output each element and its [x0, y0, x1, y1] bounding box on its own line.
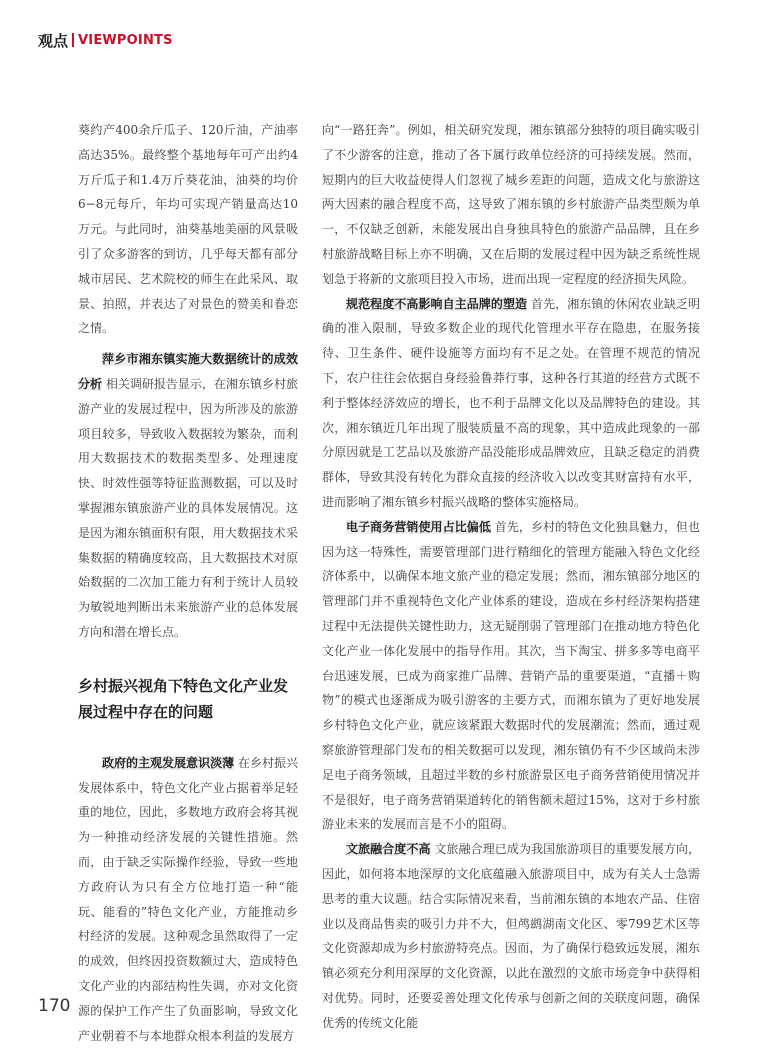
- page-number: 170: [38, 996, 71, 1016]
- left-column: [78, 118, 298, 1048]
- header-divider: [72, 33, 74, 47]
- paragraph-text: 在乡村振兴发展体系中，特色文化产业占据着举足轻重的地位，因此，多数地方政府会将其视为一种推动经济发展的关键性措施。然而，由于缺乏实际操作经验，导致一些地方政府认为只有全方位地打造一种“能玩、能看的”特色文化产业，方能推动乡村经济的发展。这种观念虽然取得了一定的成效，但终因投资数额过大，造成特色文化产业的内部结构性失调，亦对文化资源的保护工作产生了负面影响，导致文化产业朝着不与本地群众根本利益的发展方: [78, 755, 298, 1043]
- paragraph-text: 首先，乡村的特色文化独具魅力，但也因为这一特殊性，需要管理部门进行精细化的管理方能融入特色文化经济体系中，以确保本地文旅产业的稳定发展；然而，湘东镇部分地区的管理部门并不重视特色文化产业体系的建设，造成在乡村经济架构搭建过程中无法提供关键性助力，这无疑削弱了管理部门在推动地方特色化文化产业一体化发展中的指导作用。其次，当下淘宝、拼多多等电商平台迅速发展，已成为商家推广品牌、营销产品的重要渠道，“直播＋购物”的模式也逐渐成为吸引游客的主要方式，而湘东镇为了更好地发展乡村特色文化产业，就应该紧跟大数据时代的发展潮流；然而，通过观察旅游管理部门发布的相关数据可以发现，湘东镇仍有不少区域尚未涉足电子商务领域，且超过半数的乡村旅游景区电子商务营销使用情况并不是很好，电子商务营销渠道转化的销售额未超过15%，这对于乡村旅游业未来的发展而言是不小的阻碍。: [322, 519, 700, 832]
- paragraph-label: 规范程度不高影响自主品牌的塑造: [346, 296, 528, 311]
- paragraph-label: 文旅融合度不高: [346, 842, 431, 857]
- paragraph: [78, 347, 298, 645]
- right-column: [322, 118, 700, 1035]
- paragraph: [322, 292, 700, 515]
- paragraph-label: 萍乡市湘东镇实施大数据统计的成效分析: [78, 352, 298, 391]
- paragraph: [78, 751, 298, 1049]
- page-header: [38, 30, 173, 50]
- paragraph: 向“一路狂奔”。例如，相关研究发现，湘东镇部分独特的项目确实吸引了不少游客的注意，推动了各下属行政单位经济的可持续发展。然而，短期内的巨大收益使得人们忽视了城乡差距的问题，造成文化与旅游这两大因素的融合程度不高，这导致了湘东镇的乡村旅游产品类型颇为单一，不仅缺乏创新，未能发展出自身独具特色的旅游产品品牌，且在乡村旅游战略目标上亦不明确，又在后期的发展过程中因为缺乏系统性规划急于将新的文旅项目投入市场，进而出现一定程度的经济损失风险。: [322, 123, 700, 286]
- paragraph-text: 相关调研报告显示，在湘东镇乡村旅游产业的发展过程中，因为所涉及的旅游项目较多，导致收入数据较为繁杂，而利用大数据技术的数据类型多、处理速度快、时效性强等特征监测数据，可以及时掌握湘东镇旅游产业的具体发展情况。这是因为湘东镇面积有限，用大数据技术采集数据的精确度较高，且大数据技术对原始数据的二次加工能力有利于统计人员较为敏锐地判断出未来旅游产业的总体发展方向和潜在增长点。: [78, 376, 298, 639]
- paragraph-label: 电子商务营销使用占比偏低: [346, 519, 491, 534]
- paragraph: [322, 837, 700, 1035]
- paragraph: [322, 515, 700, 837]
- paragraph: 葵约产400余斤瓜子、120斤油，产油率高达35%。最终整个基地每年可产出约4万斤瓜子和1.4万斤葵花油，油葵的均价6−8元每斤，年均可实现产销量高达10万元。与此同时，油葵基地美丽的风景吸引了众多游客的到访，几乎每天都有部分城市居民、艺术院校的师生在此采风、取景、拍照，并表达了对景色的赞美和眷恋之情。: [78, 123, 298, 336]
- section-heading: 乡村振兴视角下特色文化产业发展过程中存在的问题: [78, 676, 289, 721]
- paragraph-label: 政府的主观发展意识淡薄: [102, 755, 235, 770]
- paragraph-text: 首先，湘东镇的休闲农业缺乏明确的准入限制，导致多数企业的现代化管理水平存在隐患，在服务接待、卫生条件、硬件设施等方面均有不足之处。在管理不规范的情况下，农户往往会依据自身经验鲁莽行事，这种各行其道的经营方式既不利于整体经济效应的增长，也不利于品牌文化以及品牌特色的建设。其次，湘东镇近几年出现了服装质量不高的现象，其中造成此现象的一部分原因就是工艺品以及旅游产品没能形成品牌效应，且缺乏稳定的消费群体，导致其没有转化为群众直接的经济收入以改变其财富持有水平，进而影响了湘东镇乡村振兴战略的整体实施格局。: [322, 296, 700, 509]
- section-name-chinese: 观点: [38, 31, 69, 50]
- section-name-english: VIEWPOINTS: [78, 32, 173, 48]
- paragraph-text: 文旅融合理已成为我国旅游项目的重要发展方向，因此，如何将本地深厚的文化底蕴融入旅游项目中，成为有关人士急需思考的重大议题。结合实际情况来看，当前湘东镇的本地农产品、住宿业以及商品售卖的吸引力并不大，但鸬鹚湖南文化区、零799艺术区等文化资源却成为乡村旅游特亮点。因而，为了确保行稳致远发展，湘东镇必须充分利用深厚的文化资源，以此在激烈的文旅市场竞争中获得相对优势。同时，还要妥善处理文化传承与创新之间的关联度问题，确保优秀的传统文化能: [322, 842, 700, 1030]
